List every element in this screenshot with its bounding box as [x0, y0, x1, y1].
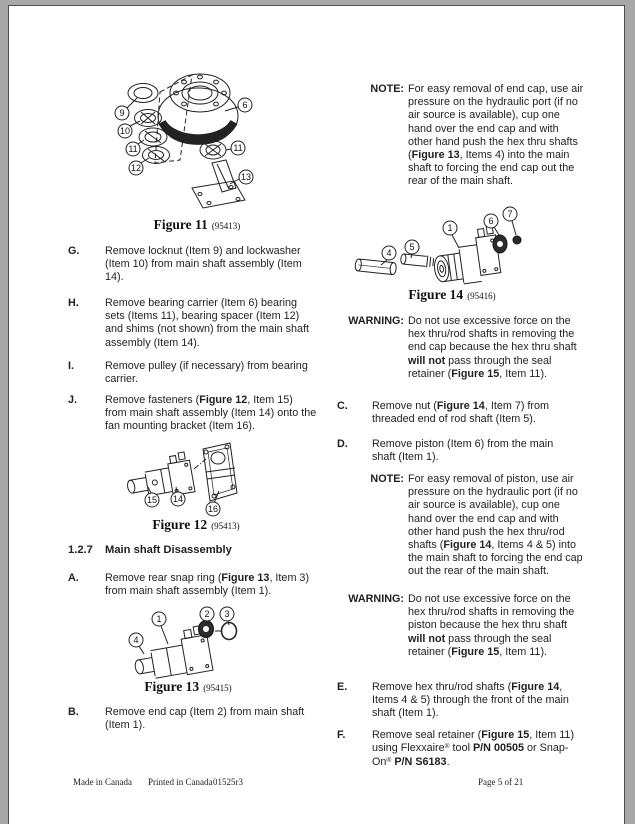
footer-printed-in: Printed in Canada — [148, 777, 213, 787]
figure-12-caption — [96, 516, 296, 534]
note-block — [337, 83, 586, 189]
figure-callout: 16 — [207, 504, 219, 514]
note-block — [337, 473, 586, 579]
figure-13-caption — [88, 678, 288, 696]
step-letter: F. — [337, 729, 346, 741]
step-f — [337, 729, 577, 771]
figure-14-label: Figure 14 — [408, 287, 464, 302]
figure-callout: 5 — [409, 242, 415, 252]
figure-callout: 11 — [233, 143, 243, 153]
step-text: Remove seal retainer (Figure 15, Item 11) using Flexxaire® tool P/N 00505 or Snap-On® P/N S6183. — [372, 729, 575, 769]
figure-11-drawing — [85, 60, 320, 212]
step-e — [337, 681, 577, 721]
figure-13-drawing — [118, 598, 258, 678]
step-text: Remove bearing carrier (Item 6) bearing sets (Items 11), bearing spacer (Item 12) and shims (not shown) from the main shaft assembly (Item 14). — [105, 297, 310, 349]
step-text: Remove fasteners (Figure 12, Item 15) from main shaft assembly (Item 14) onto the fan mounting bracket (Item 16). — [105, 394, 317, 433]
figure-callout: 15 — [146, 495, 158, 505]
figure-12-code: (95413) — [211, 521, 240, 531]
figure-14-code: (95416) — [467, 291, 496, 301]
step-letter: C. — [337, 400, 348, 412]
step-i — [68, 360, 317, 386]
figure-14-drawing — [348, 203, 573, 287]
step-text: Remove piston (Item 6) from the main shaft (Item 1). — [372, 438, 554, 464]
figure-callout: 1 — [156, 614, 162, 624]
figure-14-caption — [352, 286, 552, 304]
warning-text: Do not use excessive force on the hex thru/rod shafts in removing the piston because the hex thru shaft will not pass through the seal retainer (Figure 15, Item 11). — [408, 593, 575, 658]
step-letter: B. — [68, 706, 79, 718]
step-letter: J. — [68, 394, 78, 406]
figure-callout: 4 — [386, 248, 392, 258]
note-text: For easy removal of piston, use air pressure on the hydraulic port (if no air source is available), cup one hand over the end cap and with other hand push the hex thru/rod shafts (Figure 14, Items 4 & 5) into the main shaft to forcing the end cap out the rear of the main shaft. — [408, 473, 583, 578]
figure-11-caption — [97, 216, 297, 234]
warning-block — [337, 315, 586, 381]
step-j — [68, 394, 317, 434]
warning-block — [337, 593, 586, 659]
step-d — [337, 438, 577, 464]
step-text: Remove end cap (Item 2) from main shaft (Item 1). — [105, 706, 305, 732]
figure-callout: 13 — [240, 172, 252, 182]
figure-callout: 10 — [119, 126, 131, 136]
note-label: NOTE: — [370, 83, 404, 95]
step-letter: A. — [68, 572, 79, 584]
figure-callout: 2 — [204, 609, 210, 619]
figure-11-code: (95413) — [211, 221, 241, 231]
figure-callout: 11 — [128, 144, 138, 154]
step-text: Remove nut (Figure 14, Item 7) from threaded end of rod shaft (Item 5). — [372, 400, 550, 426]
step-a — [68, 572, 317, 598]
figure-callout: 9 — [119, 108, 125, 118]
figure-callout: 7 — [507, 209, 513, 219]
step-text: Remove locknut (Item 9) and lockwasher (Item 10) from main shaft assembly (Item 14). — [105, 245, 302, 284]
step-b — [68, 706, 317, 732]
step-g — [68, 245, 317, 285]
figure-callout: 1 — [447, 223, 453, 233]
figure-callout: 12 — [130, 163, 142, 173]
step-h — [68, 297, 317, 350]
section-number: 1.2.7 — [68, 544, 93, 556]
warning-text: Do not use excessive force on the hex thru/rod shafts in removing the end cap because the hex thru shaft will not pass through the seal retainer (Figure 15, Item 11). — [408, 315, 577, 380]
figure-callout: 14 — [172, 494, 184, 504]
figure-11-label: Figure 11 — [153, 217, 208, 232]
figure-callout: 3 — [224, 609, 230, 619]
note-label: NOTE: — [370, 473, 404, 485]
figure-13-code: (95415) — [203, 683, 232, 693]
section-heading — [68, 544, 232, 556]
footer-doc-code: 01525r3 — [213, 777, 243, 787]
step-letter: I. — [68, 360, 74, 372]
step-letter: D. — [337, 438, 348, 450]
step-letter: E. — [337, 681, 348, 693]
warning-label: WARNING: — [348, 315, 404, 327]
step-text: Remove rear snap ring (Figure 13, Item 3) from main shaft assembly (Item 1). — [105, 572, 310, 598]
figure-callout: 6 — [242, 100, 248, 110]
step-text: Remove pulley (if necessary) from bearing carrier. — [105, 360, 308, 386]
step-c — [337, 400, 577, 426]
figure-12-label: Figure 12 — [152, 517, 208, 532]
figure-12-drawing — [108, 441, 253, 517]
step-text: Remove hex thru/rod shafts (Figure 14, Items 4 & 5) through the front of the main shaft (Item 1). — [372, 681, 569, 720]
note-text: For easy removal of end cap, use air pressure on the hydraulic port (if no air source is available), cup one hand over the end cap and with other hand push the hex thru shafts (Figure 13, Items 4) into the main shaft to forcing the end cap out the rear of the main shaft. — [408, 83, 584, 188]
warning-label: WARNING: — [348, 593, 404, 605]
figure-13-label: Figure 13 — [144, 679, 200, 694]
footer-made-in: Made in Canada — [73, 777, 132, 787]
section-title: Main shaft Disassembly — [105, 544, 232, 556]
step-letter: G. — [68, 245, 80, 257]
figure-callout: 6 — [488, 216, 494, 226]
footer-page-number: Page 5 of 21 — [478, 777, 524, 787]
step-letter: H. — [68, 297, 79, 309]
figure-callout: 4 — [133, 635, 139, 645]
